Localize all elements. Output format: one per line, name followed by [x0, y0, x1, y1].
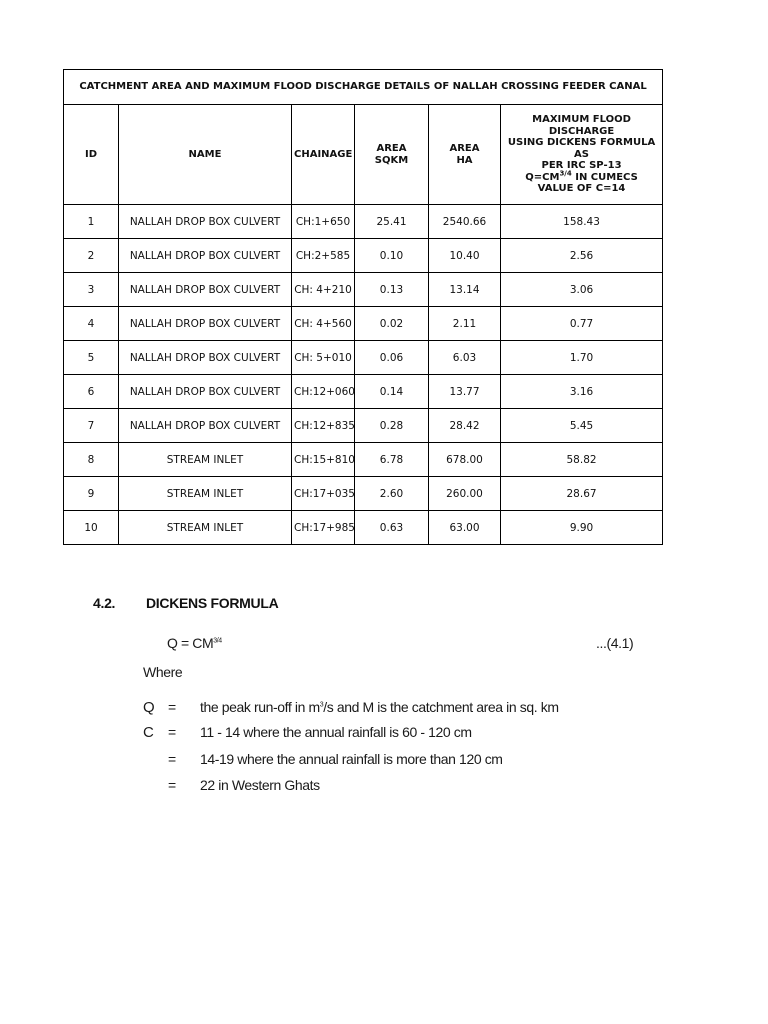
cell-discharge: 0.77 — [501, 307, 663, 341]
cell-name: NALLAH DROP BOX CULVERT — [119, 375, 292, 409]
cell-area-sqkm: 0.02 — [355, 307, 429, 341]
definition-text-q-part2: /s and M is the catchment area in sq. km — [323, 699, 559, 715]
cell-area-ha: 678.00 — [429, 443, 501, 477]
cell-discharge: 2.56 — [501, 239, 663, 273]
cell-chainage: CH: 5+010 — [292, 341, 355, 375]
header-area-sqkm-line2: SQKM — [374, 154, 409, 166]
catchment-table — [63, 69, 663, 545]
cell-discharge: 58.82 — [501, 443, 663, 477]
cell-discharge: 1.70 — [501, 341, 663, 375]
table-row — [64, 375, 663, 409]
cell-area-ha: 28.42 — [429, 409, 501, 443]
header-area-sqkm-line1: AREA — [376, 142, 407, 154]
table-row — [64, 477, 663, 511]
cell-id: 8 — [64, 443, 119, 477]
cell-chainage: CH:12+060 — [292, 375, 355, 409]
cell-area-sqkm: 6.78 — [355, 443, 429, 477]
cell-id: 10 — [64, 511, 119, 545]
table-row — [64, 239, 663, 273]
definition-text-c1: 11 - 14 where the annual rainfall is 60 - 120 cm — [200, 724, 472, 740]
cell-area-sqkm: 0.14 — [355, 375, 429, 409]
header-max-exponent: 3/4 — [559, 169, 572, 178]
header-area-ha-line1: AREA — [449, 142, 480, 154]
cell-area-sqkm: 0.63 — [355, 511, 429, 545]
cell-name: STREAM INLET — [119, 477, 292, 511]
cell-discharge: 9.90 — [501, 511, 663, 545]
table-row — [64, 409, 663, 443]
definition-equals: = — [168, 724, 176, 740]
table-row — [64, 341, 663, 375]
cell-area-ha: 10.40 — [429, 239, 501, 273]
cell-id: 4 — [64, 307, 119, 341]
header-max-line4a: Q=CM — [525, 171, 560, 183]
definition-term-q: Q — [143, 699, 155, 716]
header-max-line4b: IN CUMECS — [571, 171, 638, 183]
formula-exponent: 3/4 — [213, 637, 222, 645]
cell-name: NALLAH DROP BOX CULVERT — [119, 273, 292, 307]
formula-equation-base: Q = CM — [167, 635, 214, 651]
cell-id: 1 — [64, 205, 119, 239]
cell-discharge: 5.45 — [501, 409, 663, 443]
cell-area-sqkm: 25.41 — [355, 205, 429, 239]
header-area-ha-line2: HA — [456, 154, 473, 166]
header-max-line2: USING DICKENS FORMULA AS — [507, 137, 656, 160]
cell-chainage: CH:15+810 — [292, 443, 355, 477]
cell-discharge: 158.43 — [501, 205, 663, 239]
cell-id: 5 — [64, 341, 119, 375]
cell-name: NALLAH DROP BOX CULVERT — [119, 341, 292, 375]
cell-name: NALLAH DROP BOX CULVERT — [119, 409, 292, 443]
formula-reference: ...(4.1) — [596, 635, 634, 651]
header-max-line3: PER IRC SP-13 — [541, 160, 622, 172]
header-id: ID — [64, 105, 119, 205]
header-chainage: CHAINAGE — [292, 105, 355, 205]
cell-id: 2 — [64, 239, 119, 273]
section-number: 4.2. — [93, 595, 116, 611]
cell-id: 3 — [64, 273, 119, 307]
cell-discharge: 28.67 — [501, 477, 663, 511]
cell-area-ha: 2.11 — [429, 307, 501, 341]
table-row — [64, 443, 663, 477]
cell-chainage: CH: 4+560 — [292, 307, 355, 341]
definition-equals: = — [168, 699, 176, 715]
formula-equation — [167, 635, 222, 651]
cell-area-ha: 63.00 — [429, 511, 501, 545]
definition-term-c: C — [143, 724, 154, 741]
header-max-line5: VALUE OF C=14 — [537, 183, 626, 195]
definition-text-q — [200, 699, 559, 715]
definition-equals: = — [168, 777, 176, 793]
definition-text-c2: 14-19 where the annual rainfall is more than 120 cm — [200, 751, 503, 767]
cell-area-ha: 13.14 — [429, 273, 501, 307]
cell-id: 9 — [64, 477, 119, 511]
cell-area-ha: 6.03 — [429, 341, 501, 375]
cell-chainage: CH:2+585 — [292, 239, 355, 273]
cell-name: NALLAH DROP BOX CULVERT — [119, 205, 292, 239]
header-name: NAME — [119, 105, 292, 205]
header-area-sqkm — [355, 105, 429, 205]
cell-name: NALLAH DROP BOX CULVERT — [119, 307, 292, 341]
cell-name: NALLAH DROP BOX CULVERT — [119, 239, 292, 273]
cell-area-sqkm: 0.13 — [355, 273, 429, 307]
header-max-discharge — [501, 105, 663, 205]
cell-area-sqkm: 0.28 — [355, 409, 429, 443]
cell-name: STREAM INLET — [119, 443, 292, 477]
cell-chainage: CH:17+985 — [292, 511, 355, 545]
cell-area-sqkm: 0.06 — [355, 341, 429, 375]
cell-area-ha: 13.77 — [429, 375, 501, 409]
header-max-line1: MAXIMUM FLOOD DISCHARGE — [532, 114, 631, 137]
header-area-ha — [429, 105, 501, 205]
definition-text-q-part1: the peak run-off in m — [200, 699, 320, 715]
cell-area-sqkm: 2.60 — [355, 477, 429, 511]
cell-discharge: 3.16 — [501, 375, 663, 409]
table-row — [64, 273, 663, 307]
cell-chainage: CH:17+035 — [292, 477, 355, 511]
cell-name: STREAM INLET — [119, 511, 292, 545]
definition-text-c3: 22 in Western Ghats — [200, 777, 320, 793]
cell-chainage: CH: 4+210 — [292, 273, 355, 307]
cell-chainage: CH:12+835 — [292, 409, 355, 443]
cell-area-ha: 2540.66 — [429, 205, 501, 239]
table-title: CATCHMENT AREA AND MAXIMUM FLOOD DISCHARGE DETAILS OF NALLAH CROSSING FEEDER CANAL — [64, 70, 663, 105]
cell-id: 7 — [64, 409, 119, 443]
where-label: Where — [143, 664, 183, 680]
section-title: DICKENS FORMULA — [146, 595, 279, 611]
cell-area-ha: 260.00 — [429, 477, 501, 511]
cell-discharge: 3.06 — [501, 273, 663, 307]
definition-text-q-exponent: 3 — [319, 701, 324, 709]
table-row — [64, 205, 663, 239]
cell-area-sqkm: 0.10 — [355, 239, 429, 273]
cell-chainage: CH:1+650 — [292, 205, 355, 239]
cell-id: 6 — [64, 375, 119, 409]
table-row — [64, 511, 663, 545]
table-row — [64, 307, 663, 341]
definition-equals: = — [168, 751, 176, 767]
